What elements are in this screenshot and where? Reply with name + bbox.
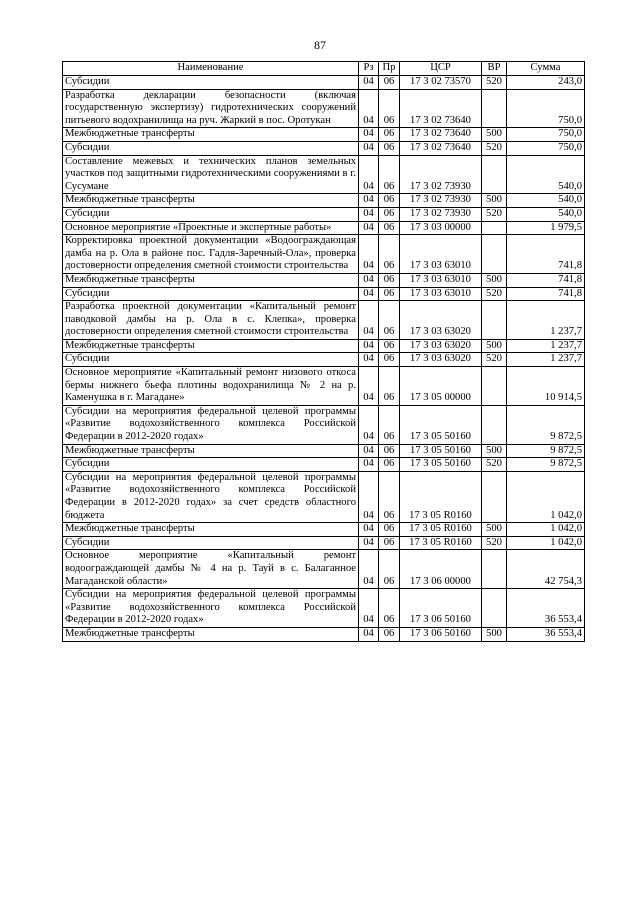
cell-csr: 17 3 03 63020 bbox=[400, 339, 482, 353]
cell-sum: 750,0 bbox=[507, 89, 585, 128]
table-row bbox=[63, 627, 585, 641]
table-row bbox=[63, 458, 585, 472]
cell-csr: 17 3 02 73930 bbox=[400, 207, 482, 221]
cell-rz: 04 bbox=[359, 141, 379, 155]
table-row bbox=[63, 471, 585, 522]
column-header-vr: ВР bbox=[482, 62, 507, 76]
cell-sum: 741,8 bbox=[507, 235, 585, 274]
cell-csr: 17 3 05 R0160 bbox=[400, 471, 482, 522]
cell-csr: 17 3 05 50160 bbox=[400, 458, 482, 472]
cell-pr: 06 bbox=[379, 155, 400, 194]
cell-sum: 540,0 bbox=[507, 155, 585, 194]
cell-sum: 750,0 bbox=[507, 128, 585, 142]
cell-rz: 04 bbox=[359, 155, 379, 194]
cell-name: Межбюджетные трансферты bbox=[63, 523, 359, 537]
cell-pr: 06 bbox=[379, 550, 400, 589]
cell-pr: 06 bbox=[379, 194, 400, 208]
cell-vr bbox=[482, 155, 507, 194]
budget-table bbox=[62, 61, 585, 642]
cell-csr: 17 3 03 00000 bbox=[400, 221, 482, 235]
column-header-name: Наименование bbox=[63, 62, 359, 76]
cell-pr: 06 bbox=[379, 339, 400, 353]
cell-rz: 04 bbox=[359, 221, 379, 235]
cell-vr bbox=[482, 550, 507, 589]
cell-pr: 06 bbox=[379, 221, 400, 235]
cell-rz: 04 bbox=[359, 471, 379, 522]
table-row bbox=[63, 207, 585, 221]
cell-vr: 520 bbox=[482, 141, 507, 155]
cell-vr: 520 bbox=[482, 458, 507, 472]
cell-sum: 36 553,4 bbox=[507, 627, 585, 641]
cell-vr bbox=[482, 589, 507, 628]
cell-pr: 06 bbox=[379, 141, 400, 155]
cell-sum: 750,0 bbox=[507, 141, 585, 155]
cell-csr: 17 3 02 73930 bbox=[400, 194, 482, 208]
cell-csr: 17 3 06 50160 bbox=[400, 589, 482, 628]
cell-rz: 04 bbox=[359, 194, 379, 208]
page-number: 87 bbox=[314, 38, 326, 52]
cell-vr: 520 bbox=[482, 536, 507, 550]
table-row bbox=[63, 194, 585, 208]
table-row bbox=[63, 405, 585, 444]
cell-vr bbox=[482, 471, 507, 522]
cell-pr: 06 bbox=[379, 471, 400, 522]
cell-name: Субсидии bbox=[63, 353, 359, 367]
column-header-csr: ЦСР bbox=[400, 62, 482, 76]
cell-name: Субсидии bbox=[63, 458, 359, 472]
cell-pr: 06 bbox=[379, 444, 400, 458]
cell-csr: 17 3 05 R0160 bbox=[400, 536, 482, 550]
cell-name: Межбюджетные трансферты bbox=[63, 627, 359, 641]
cell-rz: 04 bbox=[359, 405, 379, 444]
cell-pr: 06 bbox=[379, 76, 400, 90]
cell-rz: 04 bbox=[359, 76, 379, 90]
column-header-sum: Сумма bbox=[507, 62, 585, 76]
cell-pr: 06 bbox=[379, 128, 400, 142]
table-row bbox=[63, 367, 585, 406]
cell-vr bbox=[482, 89, 507, 128]
cell-rz: 04 bbox=[359, 627, 379, 641]
cell-pr: 06 bbox=[379, 89, 400, 128]
cell-name: Субсидии на мероприятия федеральной целевой программы «Развитие водохозяйственного комплекса Российской Федерации в 2012-2020 годах» bbox=[63, 405, 359, 444]
cell-name: Субсидии bbox=[63, 141, 359, 155]
cell-sum: 741,8 bbox=[507, 287, 585, 301]
cell-csr: 17 3 05 50160 bbox=[400, 405, 482, 444]
cell-name: Субсидии bbox=[63, 207, 359, 221]
cell-csr: 17 3 02 73640 bbox=[400, 141, 482, 155]
cell-name: Субсидии bbox=[63, 287, 359, 301]
cell-vr: 500 bbox=[482, 339, 507, 353]
cell-vr bbox=[482, 405, 507, 444]
column-header-pr: Пр bbox=[379, 62, 400, 76]
table-row bbox=[63, 353, 585, 367]
table-row bbox=[63, 444, 585, 458]
cell-sum: 540,0 bbox=[507, 194, 585, 208]
cell-name: Составление межевых и технических планов земельных участков под защитными гидротехническими сооружениями в г. Сусумане bbox=[63, 155, 359, 194]
cell-name: Основное мероприятие «Проектные и экспертные работы» bbox=[63, 221, 359, 235]
cell-rz: 04 bbox=[359, 536, 379, 550]
cell-csr: 17 3 02 73930 bbox=[400, 155, 482, 194]
cell-vr: 520 bbox=[482, 353, 507, 367]
cell-csr: 17 3 06 50160 bbox=[400, 627, 482, 641]
cell-pr: 06 bbox=[379, 301, 400, 340]
cell-sum: 9 872,5 bbox=[507, 405, 585, 444]
cell-vr bbox=[482, 235, 507, 274]
cell-rz: 04 bbox=[359, 353, 379, 367]
cell-csr: 17 3 02 73640 bbox=[400, 89, 482, 128]
cell-sum: 1 042,0 bbox=[507, 536, 585, 550]
cell-sum: 36 553,4 bbox=[507, 589, 585, 628]
cell-sum: 10 914,5 bbox=[507, 367, 585, 406]
cell-csr: 17 3 05 00000 bbox=[400, 367, 482, 406]
cell-rz: 04 bbox=[359, 273, 379, 287]
cell-sum: 243,0 bbox=[507, 76, 585, 90]
cell-name: Межбюджетные трансферты bbox=[63, 339, 359, 353]
cell-name: Межбюджетные трансферты bbox=[63, 128, 359, 142]
cell-name: Основное мероприятие «Капитальный ремонт низового откоса бермы нижнего бьефа плотины водохранилища № 2 на р. Каменушка в г. Магадане» bbox=[63, 367, 359, 406]
table-row bbox=[63, 301, 585, 340]
cell-pr: 06 bbox=[379, 627, 400, 641]
cell-csr: 17 3 02 73570 bbox=[400, 76, 482, 90]
table-row bbox=[63, 589, 585, 628]
cell-vr: 500 bbox=[482, 128, 507, 142]
cell-pr: 06 bbox=[379, 367, 400, 406]
cell-rz: 04 bbox=[359, 523, 379, 537]
cell-name: Субсидии bbox=[63, 536, 359, 550]
cell-name: Разработка проектной документации «Капитальный ремонт паводковой дамбы на р. Ола в с. Клепка», проверка достоверности определения сметной стоимости строительства bbox=[63, 301, 359, 340]
table-body bbox=[63, 76, 585, 642]
cell-rz: 04 bbox=[359, 339, 379, 353]
cell-name: Основное мероприятие «Капитальный ремонт водоограждающей дамбы № 4 на р. Тауй в с. Балаганное Магаданской области» bbox=[63, 550, 359, 589]
cell-csr: 17 3 03 63010 bbox=[400, 287, 482, 301]
table-row bbox=[63, 221, 585, 235]
cell-vr: 520 bbox=[482, 287, 507, 301]
table-row bbox=[63, 339, 585, 353]
cell-name: Субсидии на мероприятия федеральной целевой программы «Развитие водохозяйственного комплекса Российской Федерации в 2012-2020 годах» за счет средств областного бюджета bbox=[63, 471, 359, 522]
cell-pr: 06 bbox=[379, 523, 400, 537]
cell-rz: 04 bbox=[359, 550, 379, 589]
cell-sum: 741,8 bbox=[507, 273, 585, 287]
cell-sum: 9 872,5 bbox=[507, 458, 585, 472]
cell-csr: 17 3 06 00000 bbox=[400, 550, 482, 589]
cell-vr: 520 bbox=[482, 207, 507, 221]
cell-pr: 06 bbox=[379, 589, 400, 628]
cell-rz: 04 bbox=[359, 301, 379, 340]
table-row bbox=[63, 128, 585, 142]
cell-name: Субсидии bbox=[63, 76, 359, 90]
cell-pr: 06 bbox=[379, 353, 400, 367]
cell-sum: 1 237,7 bbox=[507, 339, 585, 353]
cell-sum: 1 237,7 bbox=[507, 301, 585, 340]
cell-rz: 04 bbox=[359, 367, 379, 406]
cell-sum: 1 042,0 bbox=[507, 523, 585, 537]
cell-vr bbox=[482, 301, 507, 340]
cell-vr: 520 bbox=[482, 76, 507, 90]
cell-vr: 500 bbox=[482, 627, 507, 641]
table-header-row bbox=[63, 62, 585, 76]
cell-csr: 17 3 05 R0160 bbox=[400, 523, 482, 537]
cell-name: Межбюджетные трансферты bbox=[63, 194, 359, 208]
table-row bbox=[63, 141, 585, 155]
table-row bbox=[63, 523, 585, 537]
cell-vr: 500 bbox=[482, 194, 507, 208]
cell-csr: 17 3 02 73640 bbox=[400, 128, 482, 142]
cell-rz: 04 bbox=[359, 207, 379, 221]
cell-pr: 06 bbox=[379, 235, 400, 274]
cell-rz: 04 bbox=[359, 128, 379, 142]
cell-name: Корректировка проектной документации «Водоограждающая дамба на р. Ола в районе пос. Гадля-Заречный-Ола», проверка достоверности определения сметной стоимости строительства bbox=[63, 235, 359, 274]
cell-vr: 500 bbox=[482, 273, 507, 287]
cell-rz: 04 bbox=[359, 458, 379, 472]
cell-rz: 04 bbox=[359, 235, 379, 274]
cell-rz: 04 bbox=[359, 287, 379, 301]
cell-vr bbox=[482, 367, 507, 406]
cell-sum: 9 872,5 bbox=[507, 444, 585, 458]
cell-pr: 06 bbox=[379, 536, 400, 550]
cell-name: Межбюджетные трансферты bbox=[63, 273, 359, 287]
cell-pr: 06 bbox=[379, 405, 400, 444]
cell-rz: 04 bbox=[359, 589, 379, 628]
cell-sum: 1 042,0 bbox=[507, 471, 585, 522]
cell-rz: 04 bbox=[359, 444, 379, 458]
cell-csr: 17 3 03 63010 bbox=[400, 273, 482, 287]
column-header-rz: Рз bbox=[359, 62, 379, 76]
cell-pr: 06 bbox=[379, 287, 400, 301]
cell-vr: 500 bbox=[482, 444, 507, 458]
cell-csr: 17 3 05 50160 bbox=[400, 444, 482, 458]
table-row bbox=[63, 273, 585, 287]
cell-sum: 1 237,7 bbox=[507, 353, 585, 367]
cell-vr: 500 bbox=[482, 523, 507, 537]
cell-pr: 06 bbox=[379, 273, 400, 287]
cell-vr bbox=[482, 221, 507, 235]
cell-rz: 04 bbox=[359, 89, 379, 128]
cell-sum: 42 754,3 bbox=[507, 550, 585, 589]
cell-name: Разработка декларации безопасности (включая государственную экспертизу) гидротехнических сооружений питьевого водохранилища на руч. Жаркий в пос. Оротукан bbox=[63, 89, 359, 128]
cell-csr: 17 3 03 63020 bbox=[400, 301, 482, 340]
cell-csr: 17 3 03 63020 bbox=[400, 353, 482, 367]
cell-sum: 1 979,5 bbox=[507, 221, 585, 235]
cell-pr: 06 bbox=[379, 458, 400, 472]
cell-name: Межбюджетные трансферты bbox=[63, 444, 359, 458]
table-row bbox=[63, 536, 585, 550]
table-row bbox=[63, 235, 585, 274]
cell-csr: 17 3 03 63010 bbox=[400, 235, 482, 274]
table-row bbox=[63, 89, 585, 128]
table-row bbox=[63, 76, 585, 90]
table-row bbox=[63, 550, 585, 589]
cell-pr: 06 bbox=[379, 207, 400, 221]
cell-sum: 540,0 bbox=[507, 207, 585, 221]
table-row bbox=[63, 155, 585, 194]
cell-name: Субсидии на мероприятия федеральной целевой программы «Развитие водохозяйственного комплекса Российской Федерации в 2012-2020 годах» bbox=[63, 589, 359, 628]
table-row bbox=[63, 287, 585, 301]
